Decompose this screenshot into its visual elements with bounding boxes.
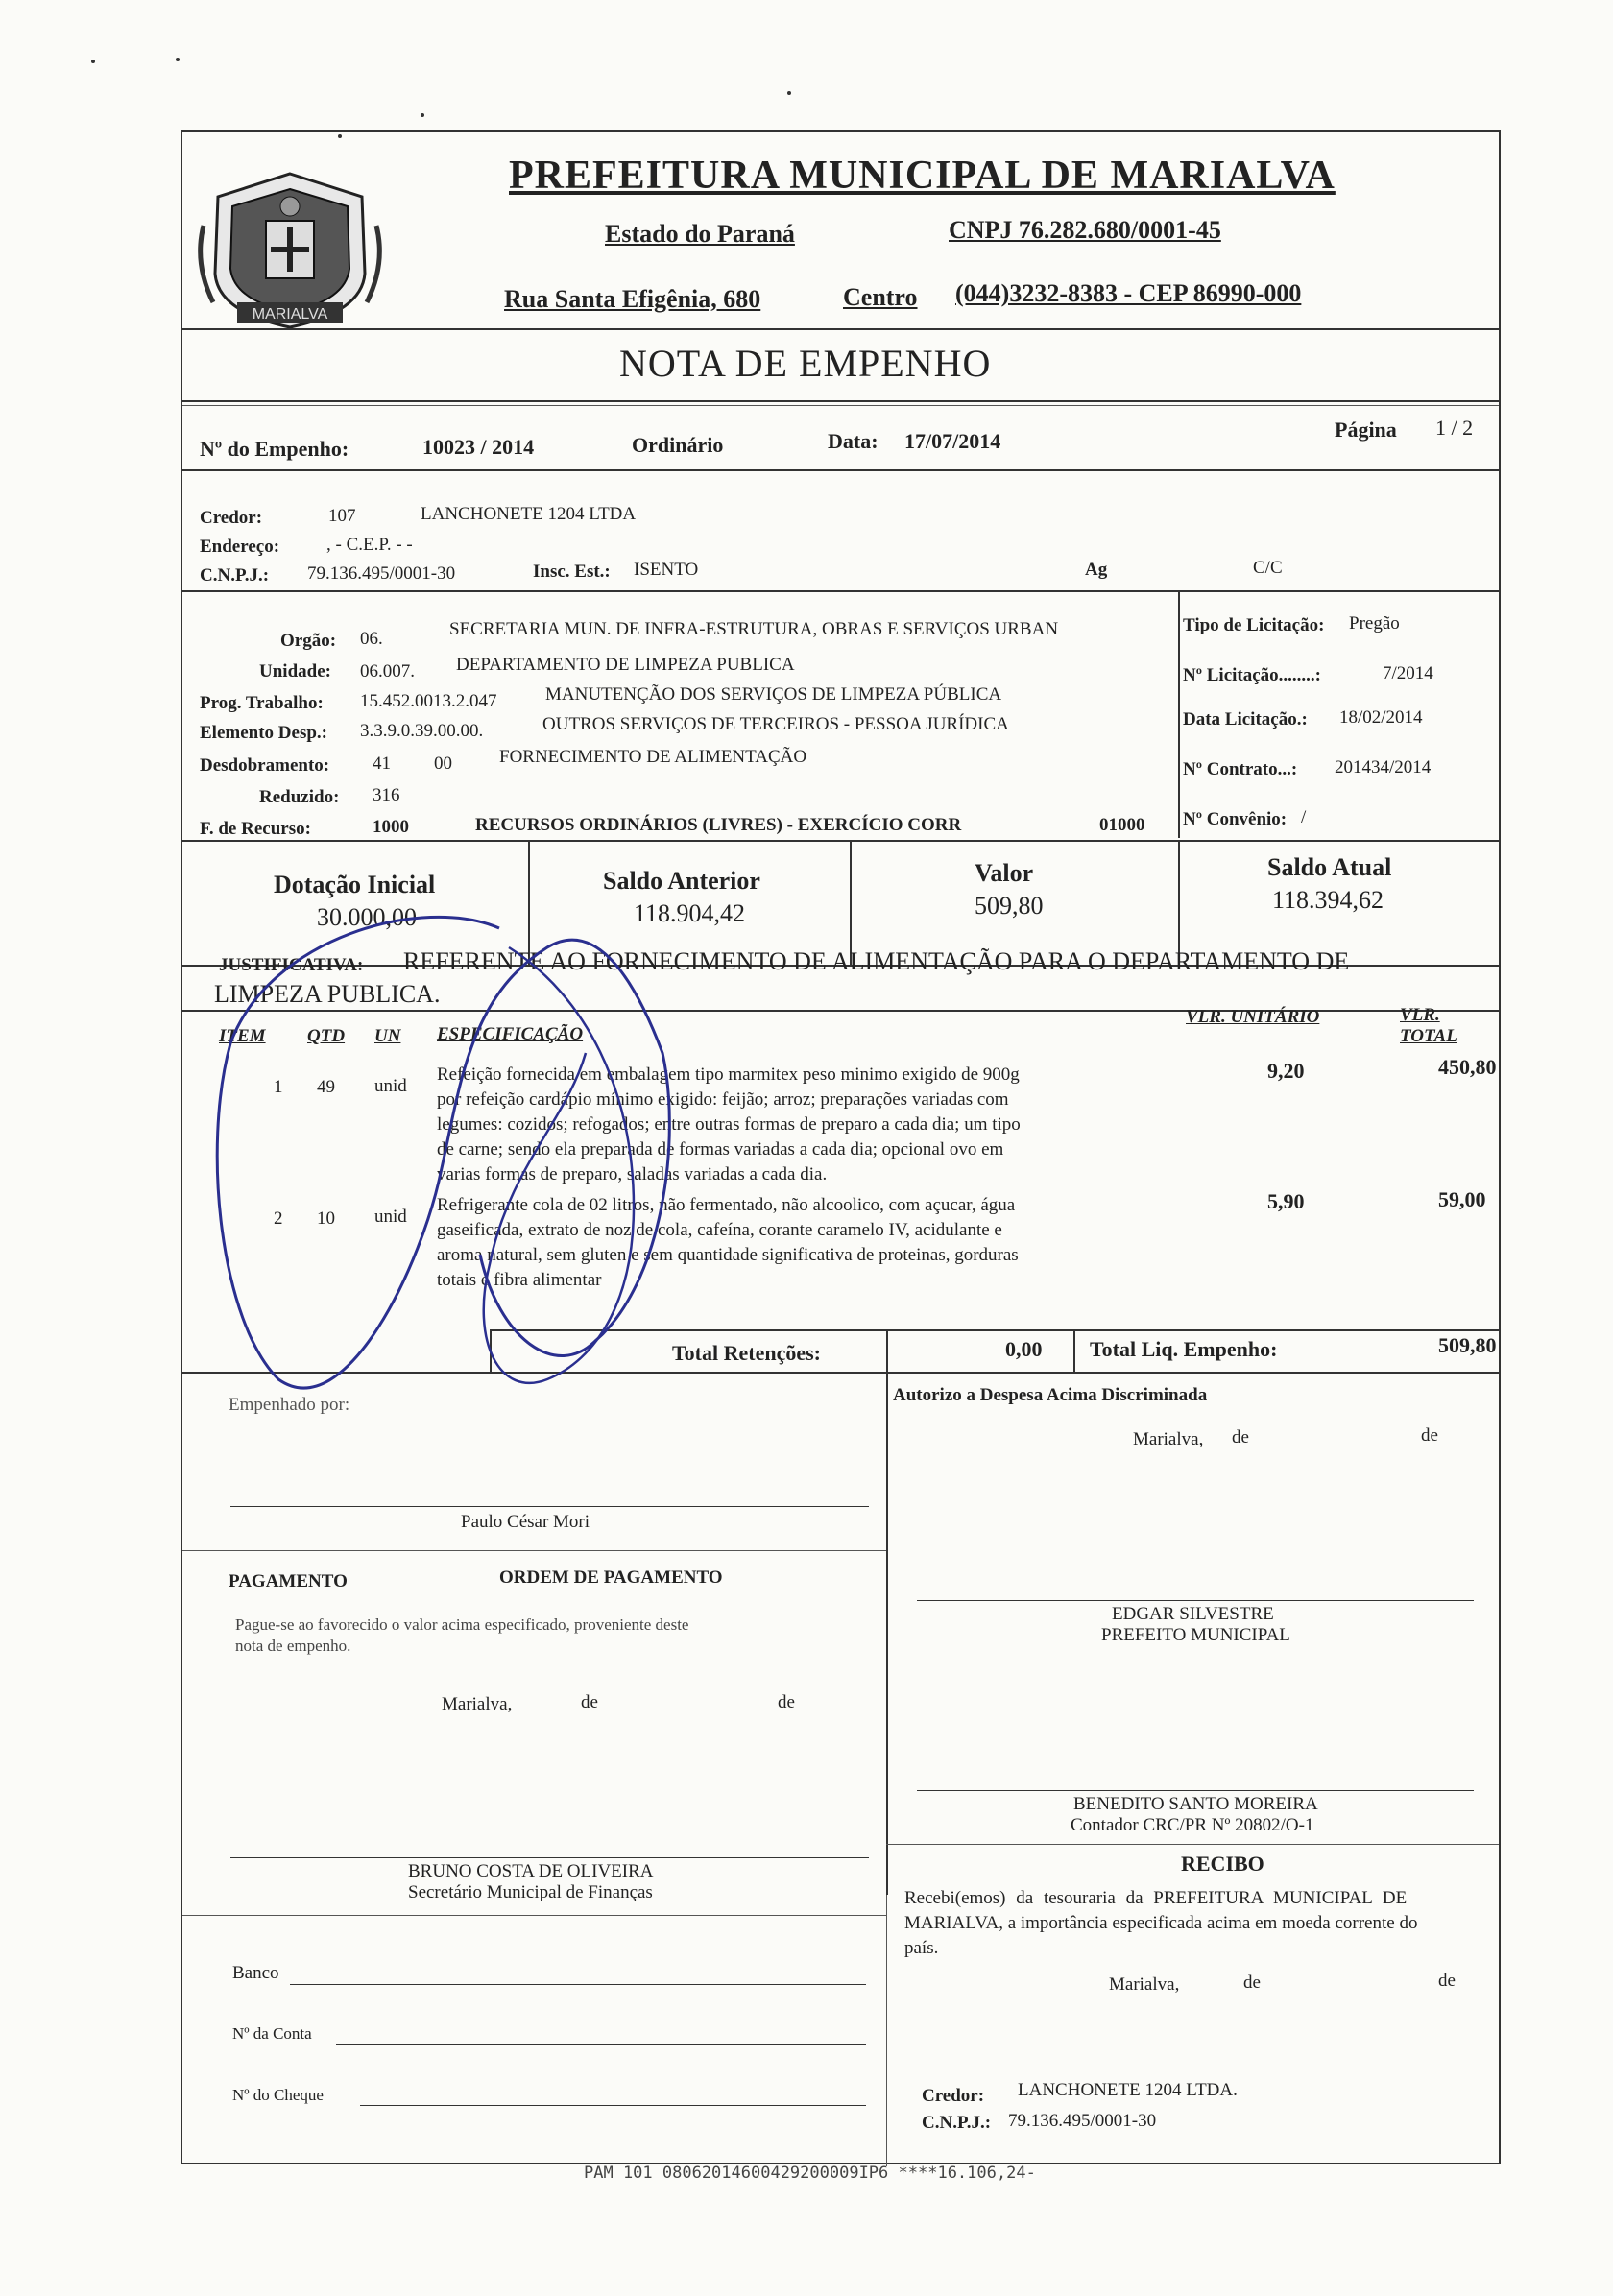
agencia-label: Ag	[1085, 560, 1108, 580]
elemento-code: 3.3.9.0.39.00.00.	[360, 721, 484, 741]
item-2-unit-price: 5,90	[1267, 1189, 1305, 1213]
col-vlr-unitario: VLR. UNITÁRIO	[1186, 1007, 1320, 1027]
licitacao-number-label: Nº Licitação........:	[1183, 665, 1321, 685]
prog-name: MANUTENÇÃO DOS SERVIÇOS DE LIMPEZA PÚBLICA	[545, 684, 1002, 705]
justificativa-text: REFERENTE AO FORNECIMENTO DE ALIMENTAÇÃO PARA O DEPARTAMENTO DE	[403, 947, 1350, 975]
credor-name: LANCHONETE 1204 LTDA	[421, 504, 637, 524]
item-1-number: 1	[274, 1077, 283, 1097]
recibo-cnpj: 79.136.495/0001-30	[1008, 2111, 1157, 2131]
item-1-desc-5: varias formas de preparo, saladas variadas a cada dia.	[437, 1164, 828, 1184]
col-item: ITEM	[219, 1026, 266, 1046]
prefeito-cargo: PREFEITO MUNICIPAL	[1101, 1625, 1290, 1645]
item-1-un: unid	[374, 1076, 407, 1096]
item-1-desc-3: legumes: cozidos; refogados; entre outras formas de preparo a cada dia; um tipo	[437, 1114, 1021, 1135]
item-2-qtd: 10	[317, 1208, 335, 1229]
ordem-de-1: de	[581, 1692, 598, 1712]
item-1-unit-price: 9,20	[1267, 1059, 1305, 1083]
insc-label: Insc. Est.:	[533, 562, 611, 582]
recibo-text-2: MARIALVA, a importância especificada acima em moeda corrente do	[904, 1913, 1418, 1933]
ordem-pagamento-text: Pague-se ao favorecido o valor acima especificado, proveniente deste	[235, 1615, 689, 1634]
municipality-title: PREFEITURA MUNICIPAL DE MARIALVA	[509, 154, 1336, 198]
credor-cep: , - C.E.P. - -	[326, 535, 413, 555]
recibo-credor-label: Credor:	[922, 2086, 985, 2106]
unidade-label: Unidade:	[259, 661, 331, 682]
insc-value: ISENTO	[634, 560, 699, 580]
conta-label: Nº da Conta	[232, 2024, 312, 2043]
prefeito-nome: EDGAR SILVESTRE	[1112, 1604, 1274, 1624]
recibo-cnpj-label: C.N.P.J.:	[922, 2113, 992, 2133]
total-liq-value: 509,80	[1438, 1333, 1497, 1357]
tipo-licitacao-label: Tipo de Licitação:	[1183, 615, 1325, 635]
nota-de-empenho-form	[181, 130, 1501, 2164]
contador-nome: BENEDITO SANTO MOREIRA	[1073, 1794, 1318, 1814]
elemento-label: Elemento Desp.:	[200, 723, 327, 743]
item-1-total: 450,80	[1438, 1055, 1497, 1079]
convenio-label: Nº Convênio:	[1183, 809, 1288, 829]
licitacao-date: 18/02/2014	[1339, 707, 1423, 728]
valor-value: 509,80	[975, 892, 1044, 920]
fonte-recurso-label: F. de Recurso:	[200, 819, 311, 839]
prog-code: 15.452.0013.2.047	[360, 691, 497, 711]
autorizo-de-1: de	[1232, 1427, 1249, 1447]
saldo-atual-value: 118.394,62	[1272, 886, 1384, 914]
municipality-cnpj: CNPJ 76.282.680/0001-45	[949, 216, 1221, 244]
contador-cargo: Contador CRC/PR Nº 20802/O-1	[1071, 1815, 1314, 1835]
recibo-text-1: Recebi(emos) da tesouraria da PREFEITURA MUNICIPAL DE	[904, 1888, 1408, 1908]
recibo-marialva: Marialva,	[1109, 1974, 1180, 1995]
svg-text:MARIALVA: MARIALVA	[252, 306, 328, 323]
elemento-name: OUTROS SERVIÇOS DE TERCEIROS - PESSOA JURÍDICA	[542, 714, 1009, 734]
item-2-desc-3: aroma natural, sem gluten e sem quantidade significativa de proteinas, gorduras	[437, 1245, 1019, 1265]
secretario-cargo: Secretário Municipal de Finanças	[408, 1882, 653, 1902]
fonte-recurso-name: RECURSOS ORDINÁRIOS (LIVRES) - EXERCÍCIO CORR	[475, 815, 962, 835]
col-qtd: QTD	[307, 1026, 346, 1046]
empenho-date: 17/07/2014	[904, 429, 1001, 453]
municipal-crest-icon	[194, 168, 386, 331]
recibo-de-1: de	[1243, 1973, 1261, 1993]
recibo-de-2: de	[1438, 1971, 1456, 1991]
autorizo-marialva: Marialva,	[1133, 1429, 1204, 1449]
ordem-de-2: de	[778, 1692, 795, 1712]
fonte-recurso-number: 01000	[1099, 815, 1145, 835]
col-vlr-total: VLR. TOTAL	[1400, 1005, 1457, 1046]
empenhado-por-nome: Paulo César Mori	[461, 1512, 590, 1532]
credor-label: Credor:	[200, 508, 263, 528]
desdobramento-sub: 00	[434, 753, 452, 774]
col-especificacao: ESPECIFICAÇÃO	[437, 1024, 584, 1044]
page-number: 1 / 2	[1435, 416, 1474, 440]
empenho-number: 10023 / 2014	[422, 435, 535, 459]
orgao-name: SECRETARIA MUN. DE INFRA-ESTRUTURA, OBRAS E SERVIÇOS URBAN	[449, 619, 1059, 639]
banco-label: Banco	[232, 1963, 279, 1983]
item-2-number: 2	[274, 1208, 283, 1229]
empenhado-por-label: Empenhado por:	[229, 1395, 350, 1415]
total-retencoes-label: Total Retenções:	[672, 1341, 821, 1365]
empenho-date-label: Data:	[828, 429, 879, 453]
pagamento-label: PAGAMENTO	[229, 1571, 348, 1591]
item-2-un: unid	[374, 1207, 407, 1227]
valor-label: Valor	[975, 859, 1034, 887]
recibo-credor-nome: LANCHONETE 1204 LTDA.	[1018, 2080, 1238, 2100]
unidade-name: DEPARTAMENTO DE LIMPEZA PUBLICA	[456, 655, 795, 675]
prog-label: Prog. Trabalho:	[200, 693, 324, 713]
item-2-total: 59,00	[1438, 1187, 1486, 1211]
item-1-qtd: 49	[317, 1077, 335, 1097]
saldo-atual-label: Saldo Atual	[1267, 853, 1392, 881]
credor-cnpj: 79.136.495/0001-30	[307, 563, 456, 584]
item-2-desc-2: gaseificada, extrato de noz de cola, cafeína, corante caramelo IV, acidulante e	[437, 1220, 1002, 1240]
item-2-desc-1: Refrigerante cola de 02 litros, não fermentado, não alcoolico, com açucar, água	[437, 1195, 1016, 1215]
secretario-nome: BRUNO COSTA DE OLIVEIRA	[408, 1861, 654, 1881]
desdobramento-name: FORNECIMENTO DE ALIMENTAÇÃO	[499, 747, 807, 767]
licitacao-number: 7/2014	[1383, 663, 1433, 683]
ordem-marialva: Marialva,	[442, 1694, 513, 1714]
reduzido-label: Reduzido:	[259, 787, 340, 807]
total-liq-label: Total Liq. Empenho:	[1090, 1337, 1278, 1361]
endereco-label: Endereço:	[200, 537, 280, 557]
state-name: Estado do Paraná	[605, 220, 795, 248]
dotacao-inicial-label: Dotação Inicial	[274, 871, 436, 898]
dotacao-inicial-value: 30.000,00	[317, 903, 417, 931]
municipality-phone-cep: (044)3232-8383 - CEP 86990-000	[955, 279, 1302, 307]
credor-code: 107	[328, 506, 356, 526]
recibo-text-3: país.	[904, 1938, 939, 1958]
cnpj-label: C.N.P.J.:	[200, 565, 270, 586]
ordem-pagamento-label: ORDEM DE PAGAMENTO	[499, 1567, 723, 1588]
autorizo-de-2: de	[1421, 1425, 1438, 1446]
municipality-address: Rua Santa Efigênia, 680	[504, 285, 761, 313]
item-2-desc-4: totais e fibra alimentar	[437, 1270, 602, 1290]
saldo-anterior-label: Saldo Anterior	[603, 867, 760, 895]
item-1-desc-4: de carne; sendo ela preparada de formas variadas a cada dia; opcional ovo em	[437, 1139, 1004, 1160]
footer-code: PAM 101 08062014600429200009IP6 ****16.106,24-	[584, 2164, 1036, 2183]
conta-corrente-label: C/C	[1253, 558, 1283, 578]
ordem-pagamento-text-2: nota de empenho.	[235, 1637, 351, 1655]
desdobramento-code: 41	[373, 753, 391, 774]
fonte-recurso-code: 1000	[373, 817, 409, 837]
document-title: NOTA DE EMPENHO	[619, 342, 992, 385]
orgao-label: Orgão:	[280, 631, 337, 651]
desdobramento-label: Desdobramento:	[200, 755, 330, 776]
saldo-anterior-value: 118.904,42	[634, 899, 746, 927]
convenio-value: /	[1301, 807, 1307, 827]
autorizo-despesa: Autorizo a Despesa Acima Discriminada	[893, 1385, 1208, 1405]
item-1-desc-2: por refeição cardápio mínimo exigido: feijão; arroz; preparações variadas com	[437, 1089, 1009, 1110]
tipo-licitacao-value: Pregão	[1349, 613, 1400, 634]
licitacao-date-label: Data Licitação.:	[1183, 709, 1308, 729]
reduzido-value: 316	[373, 785, 400, 805]
cheque-label: Nº do Cheque	[232, 2086, 324, 2104]
empenho-number-label: Nº do Empenho:	[200, 437, 349, 461]
unidade-code: 06.007.	[360, 661, 415, 682]
empenho-type: Ordinário	[632, 433, 724, 457]
page-label: Página	[1335, 418, 1397, 442]
justificativa-label: JUSTIFICATIVA:	[219, 955, 364, 975]
municipality-district: Centro	[843, 283, 918, 311]
total-retencoes-value: 0,00	[1005, 1337, 1043, 1361]
orgao-code: 06.	[360, 629, 383, 649]
item-1-desc-1: Refeição fornecida em embalagem tipo marmitex peso minimo exigido de 900g	[437, 1064, 1020, 1085]
contrato-label: Nº Contrato...:	[1183, 759, 1298, 779]
col-un: UN	[374, 1026, 401, 1046]
recibo-label: RECIBO	[1181, 1852, 1264, 1876]
contrato-value: 201434/2014	[1335, 757, 1432, 777]
justificativa-text-2: LIMPEZA PUBLICA.	[214, 980, 441, 1008]
